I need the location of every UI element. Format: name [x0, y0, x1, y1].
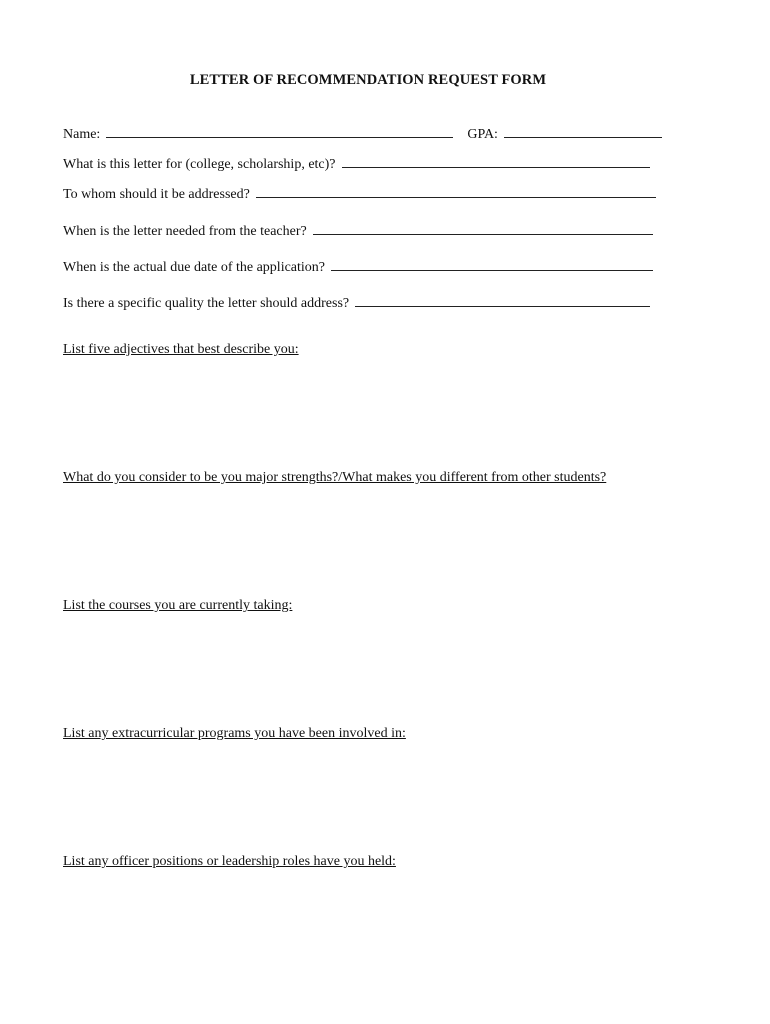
- quality-label: Is there a specific quality the letter should address?: [63, 296, 350, 311]
- extracurricular-heading: List any extracurricular programs you have been involved in:: [63, 726, 406, 741]
- letter-for-row: [63, 155, 650, 173]
- courses-heading: List the courses you are currently taking:: [63, 598, 293, 613]
- quality-field[interactable]: [355, 294, 650, 307]
- name-field[interactable]: [106, 125, 453, 138]
- name-row: [63, 125, 662, 143]
- letter-for-label: What is this letter for (college, scholarship, etc)?: [63, 157, 336, 172]
- due-field[interactable]: [331, 258, 653, 271]
- addressed-row: [63, 185, 656, 203]
- gpa-label: GPA:: [467, 127, 498, 142]
- due-row: [63, 258, 653, 276]
- name-label: Name:: [63, 127, 101, 142]
- letter-for-field[interactable]: [342, 155, 650, 168]
- adjectives-heading: List five adjectives that best describe you:: [63, 342, 299, 357]
- due-label: When is the actual due date of the application?: [63, 260, 326, 275]
- needed-row: [63, 222, 653, 240]
- addressed-label: To whom should it be addressed?: [63, 187, 250, 202]
- strengths-heading: What do you consider to be you major strengths?/What makes you different from other students?: [63, 470, 607, 485]
- form-title: LETTER OF RECOMMENDATION REQUEST FORM: [189, 72, 547, 88]
- quality-row: [63, 294, 650, 312]
- needed-label: When is the letter needed from the teacher?: [63, 224, 307, 239]
- needed-field[interactable]: [313, 222, 653, 235]
- leadership-heading: List any officer positions or leadership roles have you held:: [63, 854, 396, 869]
- gpa-field[interactable]: [504, 125, 662, 138]
- addressed-field[interactable]: [256, 185, 656, 198]
